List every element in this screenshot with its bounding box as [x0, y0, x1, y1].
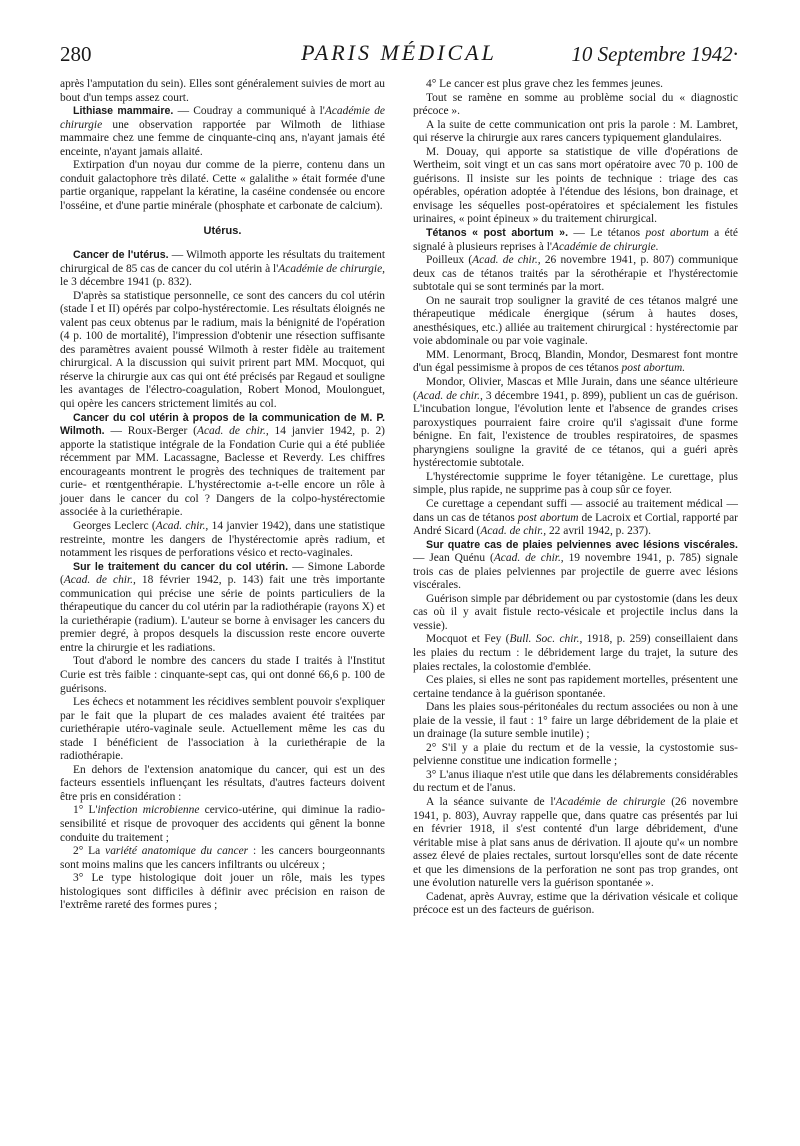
journal-title: PARIS MÉDICAL	[301, 40, 497, 65]
paragraph: A la suite de cette communication ont pris la parole : M. Lambret, qui réserve la chirurgie aux rares cancers typiquement glandulaires.	[413, 118, 738, 145]
paragraph: Extirpation d'un noyau dur comme de la pierre, contenu dans un conduit galactophore très dilaté. Cette « galalithe » était formée d'une partie organique, rappelant la kératine, la caséine condensée ou encore l'osséine, et d'une partie minérale (phosphate et carbonate de calcium).	[60, 159, 385, 212]
paragraph: 2° S'il y a plaie du rectum et de la vessie, la cystostomie sus-pelvienne constitue une indication formelle ;	[413, 741, 738, 768]
paragraph: Lithiase mammaire. — Coudray a communiqué à l'Académie de chirurgie une observation rapportée par Wilmoth de lithiase mammaire chez une femme de cinquante-cinq ans, n'ayant jamais été enceinte, n'ayant jamais allaité.	[60, 105, 386, 158]
section-title: Utérus.	[203, 225, 242, 238]
paragraph: A la séance suivante de l'Académie de chirurgie (26 novembre 1941, p. 803), Auvray rappelle que, dans quatre cas présentés par lui en février 1918, il s'est contenté d'un large débridement, d'une véritable mise à plat sans anus de dérivation. Il ajoute qu'« un nombre assez élevé de plaies rectales, surtout lorsqu'elles sont de date récente et que les dimensions de la perforation ne sont pas trop grandes, ont une évolution naturelle vers la guérison spontanée ».	[413, 795, 739, 890]
article-heading: Sur le traitement du cancer du col utérin.	[73, 560, 289, 573]
page-number: 280	[60, 42, 92, 66]
article-heading: Cancer du col utérin à propos de la communication de M. P. Wilmoth.	[60, 411, 385, 438]
paragraph: Mondor, Olivier, Mascas et Mlle Jurain, dans une séance ultérieure (Acad. de chir., 3 décembre 1941, p. 899), publient un cas de guérison. L'incubation longue, l'évolution lente et l'absence de grandes crises paroxystiques pourraient faire croire qu'il s'agissait d'une forme bénigne. En fait, l'existence de troubles respiratoires, de spasmes pharyngiens souligne la gravité de ce tétanos, qui a guéri après hystérectomie subtotale.	[413, 376, 738, 470]
article-heading: Cancer de l'utérus.	[73, 249, 169, 262]
paragraph: En dehors de l'extension anatomique du cancer, qui est un des facteurs essentiels influençant les résultats, d'autres facteurs doivent être pris en considération :	[60, 763, 385, 803]
paragraph: 4° Le cancer est plus grave chez les femmes jeunes.	[426, 78, 664, 90]
paragraph: Cancer de l'utérus. — Wilmoth apporte les résultats du traitement chirurgical de 85 cas de cancer du col utérin à l'Académie de chirurgie, le 3 décembre 1941 (p. 832).	[60, 249, 386, 289]
article-heading: Lithiase mammaire.	[73, 105, 174, 118]
page-header	[60, 38, 738, 74]
paragraph: D'après sa statistique personnelle, ce sont des cancers du col utérin (stade I et II) opérés par colpo-hystérectomie. Les résultats éloignés ne valent pas ceux obtenus par le radium, mais la bénignité de l'opération (4 p. 100 de mortalité), l'impression d'obtenir une résection suffisante des paramètres avaient poussé Wilmoth à rester fidèle au traitement chirurgical. A la discussion qui suivit prirent part MM. Mocquot, qui réserve la chirurgie aux cas qui ont été précisés par Regaud et souligne les avantages de l'électro-coagulation, Robert Monod, Moulonguet, qui opère les cancers strictement limités au col.	[60, 289, 385, 411]
paragraph: Guérison simple par débridement ou par cystostomie (dans les deux cas où il y avait fistule recto-vésicale et projectile inclus dans la vessie).	[413, 592, 738, 632]
paragraph: Georges Leclerc (Acad. chir., 14 janvier 1942), dans une statistique restreinte, montre les dangers de l'hystérectomie après radium, et notamment les risques de perforations vésico et recto-vaginales.	[60, 519, 385, 560]
paragraph: 2° La variété anatomique du cancer : les cancers bourgeonnants sont moins malins que les cancers infiltrants ou ulcéreux ;	[60, 845, 385, 871]
paragraph: 1° L'infection microbienne cervico-utérine, qui diminue la radio-sensibilité et risque de provoquer des accidents qui gênent la bonne conduite du traitement ;	[60, 804, 385, 844]
issue-date: 10 Septembre 1942·	[571, 42, 738, 66]
paragraph: après l'amputation du sein). Elles sont généralement suivies de mort au bout d'un temps assez court.	[60, 78, 385, 104]
paragraph: Sur le traitement du cancer du col utérin. — Simone Laborde (Acad. de chir., 18 février 1942, p. 143) fait une très importante communication qui précise une série de points particuliers de la thérapeutique du cancer du col utérin par la radiothérapie (rayons X) et la curiethérapie (radium). L'auteur se borne à envisager les cancers du premier degré, à propos desquels la discussion reste encore ouverte entre la chirurgie et les radiations.	[60, 560, 385, 654]
paragraph: Sur quatre cas de plaies pelviennes avec lésions viscérales. — Jean Quénu (Acad. de chir., 19 novembre 1941, p. 785) signale trois cas de plaies pelviennes par projectile de guerre avec lésions viscérales.	[413, 538, 738, 592]
paragraph: Cancer du col utérin à propos de la communication de M. P. Wilmoth. — Roux-Berger (Acad. de chir., 14 janvier 1942, p. 2) apporte la statistique intégrale de la Fondation Curie qui a été publiée récemment par MM. Lacassagne, Baclesse et Reverdy. Les chiffres encourageants montrent le progrès des techniques de traitement par curie- et rœntgenthérapie. L'hystérectomie a-t-elle encore un rôle à jouer dans le cancer du col ? Dangers de la colpo-hystérectomie associée à la curiethérapie.	[60, 411, 385, 519]
article-heading: Sur quatre cas de plaies pelviennes avec lésions viscérales.	[426, 538, 738, 551]
paragraph: 3° L'anus iliaque n'est utile que dans les délabrements considérables du rectum et de l'anus.	[413, 768, 738, 795]
paragraph: Les échecs et notamment les récidives semblent pouvoir s'expliquer par le fait que la plupart de ces malades avaient été traitées par curiethérapie utéro-vaginale seule. Actuellement même les cas du stade I bénéficient de l'association à la curiethérapie de la radiothérapie.	[60, 696, 385, 763]
paragraph: Tétanos « post abortum ». — Le tétanos post abortum a été signalé à plusieurs reprises à l'Académie de chirurgie.	[413, 227, 738, 253]
paragraph: Ces plaies, si elles ne sont pas rapidement mortelles, présentent une certaine tendance à la guérison spontanée.	[413, 674, 738, 700]
paragraph: Dans les plaies sous-péritonéales du rectum associées ou non à une plaie de la vessie, il faut : 1° faire un large débridement de la plaie et un drainage (la suture semble inutile) ;	[413, 701, 738, 741]
left-column	[60, 78, 385, 913]
paragraph: Poilleux (Acad. de chir., 26 novembre 1941, p. 807) communique deux cas de tétanos traités par la sérothérapie et l'hystérectomie subtotale qui se sont terminés par la mort.	[413, 254, 739, 294]
paragraph: Ce curettage a cependant suffi — associé au traitement médical — dans un cas de tétanos post abortum de Lacroix et Cortial, rapporté par André Sicard (Acad. de chir., 22 avril 1942, p. 237).	[413, 497, 738, 538]
paragraph: Mocquot et Fey (Bull. Soc. chir., 1918, p. 259) conseillaient dans les plaies du rectum : le débridement large du trajet, la suture des plaies rectales, la colostomie d'emblée.	[413, 633, 738, 673]
paragraph: Tout d'abord le nombre des cancers du stade I traités à l'Institut Curie est très faible : cinquante-sept cas, qui ont donné 66,6 p. 100 de guérisons.	[60, 655, 385, 695]
paragraph: M. Douay, qui apporte sa statistique de ville d'opérations de Wertheim, soit vingt et un cas sans mort opératoire avec 70 p. 100 de guérisons. Il insiste sur les points de technique : triage des cas opérables, opération adoptée à l'étendue des lésions, bon drainage, et envisage les séquelles post-opératoires et spécialement les fistules urinaires, « point épineux » du traitement chirurgical.	[413, 145, 738, 226]
paragraph: Tout se ramène en somme au problème social du « diagnostic précoce ».	[413, 91, 738, 118]
paragraph: On ne saurait trop souligner la gravité de ces tétanos malgré une thérapeutique médicale énergique (sérum à hautes doses, anesthésiques, etc.) alliée au traitement chirurgical : hystérectomie par voie abdominale ou par voie vaginale.	[413, 294, 738, 348]
article-heading: Tétanos « post abortum ».	[426, 227, 569, 240]
paragraph: L'hystérectomie supprime le foyer tétanigène. Le curettage, plus simple, plus rapide, ne supprime pas à coup sûr ce foyer.	[413, 470, 738, 497]
paragraph: 3° Le type histologique doit jouer un rôle, mais les types histologiques sont difficiles à définir avec précision en raison de l'extrême rareté des formes pures ;	[60, 872, 385, 912]
paragraph: Cadenat, après Auvray, estime que la dérivation vésicale et colique précoce est un des facteurs de guérison.	[413, 890, 738, 917]
right-column	[413, 78, 738, 918]
paragraph: MM. Lenormant, Brocq, Blandin, Mondor, Desmarest font montre d'un égal pessimisme à propos de ces tétanos post abortum.	[413, 348, 738, 375]
